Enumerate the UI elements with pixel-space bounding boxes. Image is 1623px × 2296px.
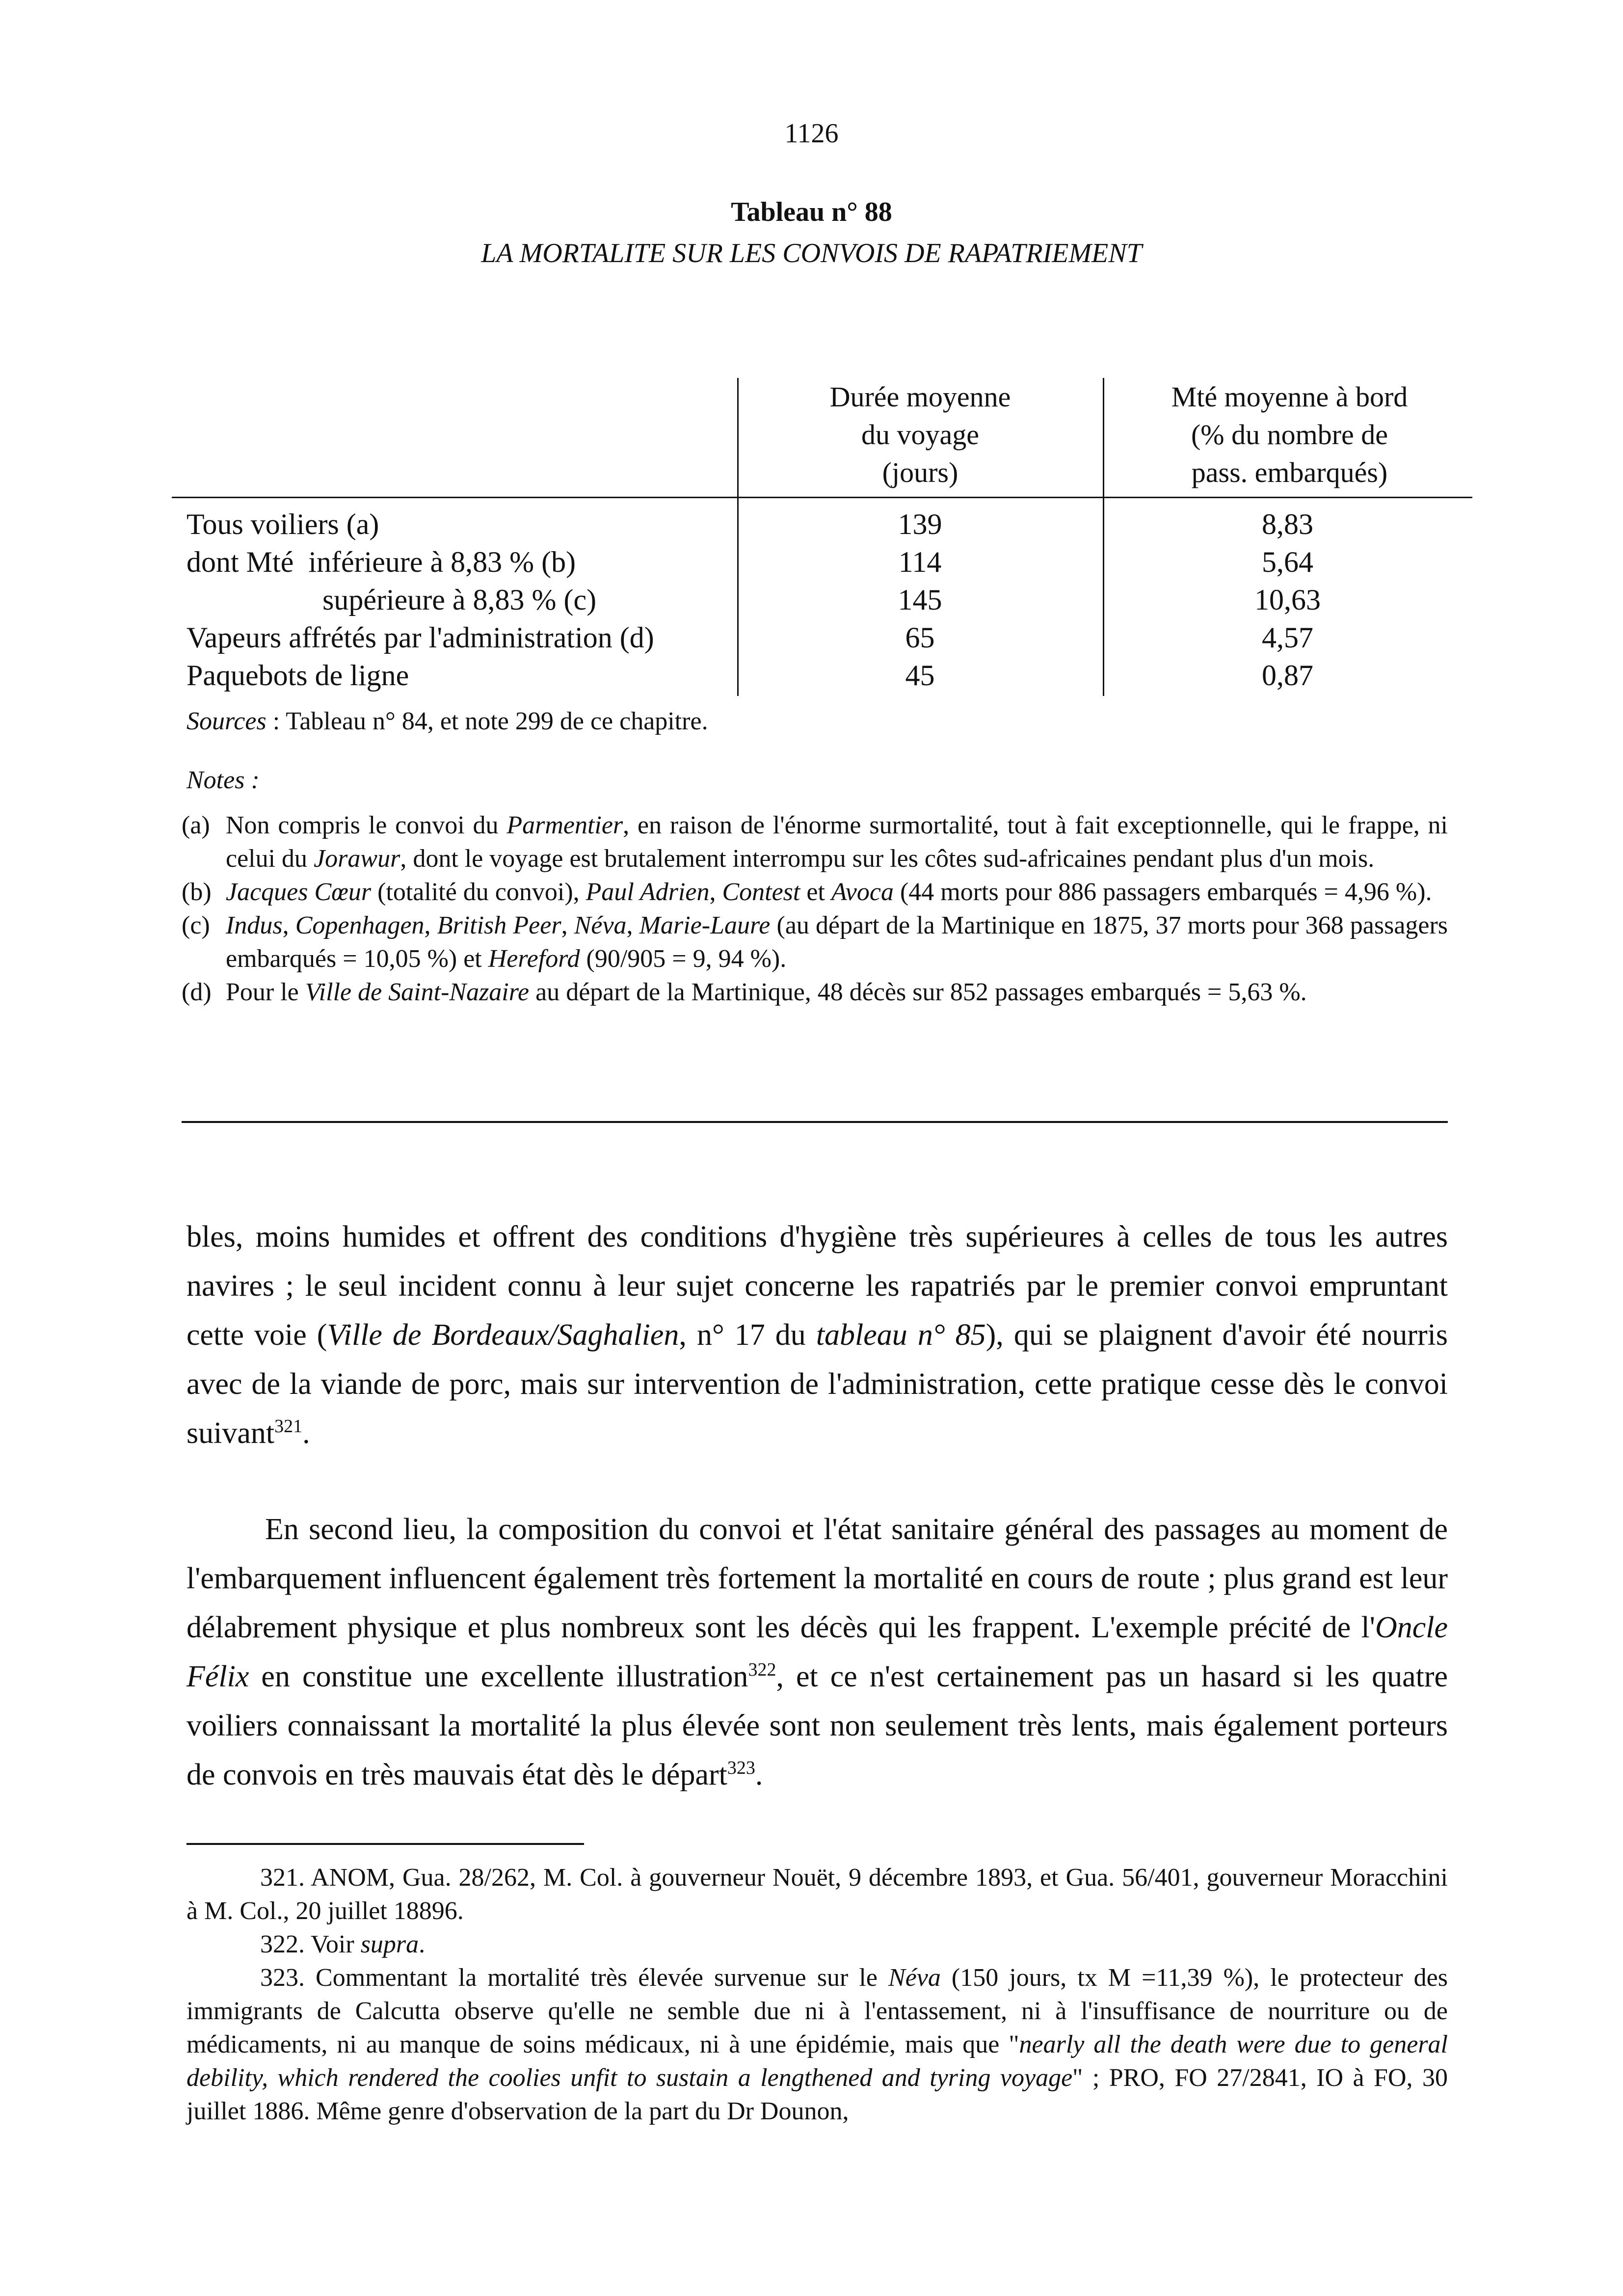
text-run: en constitue une excellente illustration [249, 1660, 748, 1693]
table-bottom-rule [182, 1121, 1448, 1123]
sources-label: Sources [186, 707, 266, 735]
note-run: et [800, 878, 831, 906]
note-run: (90/905 = 9, 94 %). [580, 945, 787, 973]
note-run: (au départ de la Martinique en 1875, 37 morts pour 368 passagers embarqués = 10,05 %) et [226, 911, 1448, 973]
ship-name: Néva [888, 1964, 941, 1992]
table-row [172, 581, 1472, 619]
row-label: dont Mté inférieure à 8,83 % (b) [186, 546, 576, 578]
table-row [172, 619, 1472, 657]
ship-name: Indus [226, 911, 283, 939]
ship-name: Jacques Cœur [226, 878, 372, 906]
sources-text: : Tableau n° 84, et note 299 de ce chapitre. [266, 707, 708, 735]
footnote-rule [186, 1843, 584, 1845]
row-label: supérieure à 8,83 % (c) [322, 584, 597, 616]
column-header-duree [741, 378, 1099, 491]
table-notes [182, 809, 1448, 1009]
note-run: (44 morts pour 886 passagers embarqués = 4,96 %). [893, 878, 1432, 906]
column-header-line: Mté moyenne à bord [1171, 381, 1408, 413]
ship-name: Néva [574, 911, 627, 939]
cell-duree: 145 [898, 584, 942, 616]
ship-name: Contest [722, 878, 800, 906]
cell-mortalite: 8,83 [1262, 508, 1313, 540]
ship-name: British Peer [437, 911, 561, 939]
text-run: . [302, 1416, 310, 1450]
cell-mortalite: 4,57 [1262, 621, 1313, 654]
text-run: . [755, 1758, 763, 1791]
text-run: 322. Voir [260, 1930, 361, 1958]
column-header-line: Durée moyenne [829, 381, 1011, 413]
note-run: , [424, 911, 437, 939]
cell-mortalite: 10,63 [1254, 584, 1321, 616]
note-text [226, 976, 1448, 1009]
table-sources [186, 707, 708, 736]
ship-name: Avoca [831, 878, 894, 906]
ship-name: Marie-Laure [639, 911, 771, 939]
cell-mortalite: 0,87 [1262, 659, 1313, 692]
note-text [226, 809, 1448, 876]
note-mark: (a) [182, 811, 210, 839]
body-paragraph-1 [186, 1212, 1448, 1458]
note-d [182, 976, 1448, 1009]
note-mark: (d) [182, 978, 212, 1006]
column-header-line: (jours) [882, 456, 958, 488]
note-b [182, 876, 1448, 909]
ship-name: Parmentier [506, 811, 623, 839]
note-run: (totalité du convoi), [371, 878, 586, 906]
column-header-line: du voyage [861, 419, 979, 451]
text-run: 323. Commentant la mortalité très élevée survenue sur le [260, 1964, 889, 1992]
text-run: supra [360, 1930, 419, 1958]
row-label: Vapeurs affrétés par l'administration (d) [186, 621, 654, 654]
table-row [172, 543, 1472, 581]
mortality-table [172, 378, 1472, 697]
table-row [172, 657, 1472, 694]
header-rule [172, 497, 1472, 498]
footnote-321: 321. ANOM, Gua. 28/262, M. Col. à gouverneur Nouët, 9 décembre 1893, et Gua. 56/401, gouverneur Moracchini à M. Col., 20 juillet 18896. [186, 1864, 1448, 1925]
column-header-mortalite [1107, 378, 1472, 491]
cell-duree: 114 [898, 546, 942, 578]
text-run: bles, moins humides et offrent des conditions d'hygiène très supérieures à celles de tous les autres navires ; le seul incident connu à leur sujet concerne les rapatriés par le premier convoi empruntant cette voie ( [186, 1220, 1448, 1352]
note-run: Pour le [226, 978, 305, 1006]
ship-name: Jorawur [314, 845, 400, 873]
note-run: , en raison de l'énorme surmortalité, tout à fait exceptionnelle, qui le frappe, ni celui du [226, 811, 1448, 873]
footnotes [186, 1861, 1448, 2128]
cell-duree: 139 [898, 508, 942, 540]
row-label: Paquebots de ligne [186, 659, 409, 692]
note-run: , dont le voyage est brutalement interrompu sur les côtes sud-africaines pendant plus d'un mois. [400, 845, 1375, 873]
ship-name: Ville de Bordeaux/Saghalien [327, 1318, 679, 1352]
text-run: . [419, 1930, 426, 1958]
note-c [182, 909, 1448, 976]
text-run: " ; PRO, FO 27/2841, IO à FO, 30 juillet 1886. Même genre d'observation de la part du Dr Dounon, [186, 2064, 1448, 2125]
cell-duree: 65 [905, 621, 935, 654]
cell-duree: 45 [905, 659, 935, 692]
note-mark: (c) [182, 911, 210, 939]
note-run: , [282, 911, 295, 939]
note-run: , [626, 911, 639, 939]
row-label: Tous voiliers (a) [186, 508, 379, 540]
text-run: , n° 17 du [679, 1318, 816, 1352]
ship-name: Paul Adrien [585, 878, 710, 906]
footnote-ref[interactable]: 321 [274, 1416, 303, 1437]
text-run: ), qui se plaignent d'avoir été nourris avec de la viande de porc, mais sur intervention de l'administration, cette pratique cesse dès le convoi suivant [186, 1318, 1448, 1450]
note-run: au départ de la Martinique, 48 décès sur 852 passages embarqués = 5,63 %. [529, 978, 1307, 1006]
footnote-322 [186, 1928, 1448, 1961]
column-header-line: pass. embarqués) [1191, 456, 1388, 488]
text-run: En second lieu, la composition du convoi et l'état sanitaire général des passages au moment de l'embarquement influencent également très fortement la mortalité en cours de route ; plus grand est leur délabrement physique et plus nombreux sont les décès qui les frappent. L'exemple précité de l' [186, 1513, 1448, 1644]
english-quote: nearly all the death were due to general debility, which rendered the coolies unfit to sustain a lengthened and tyring voyage [186, 2030, 1448, 2092]
table-row [172, 506, 1472, 543]
note-a [182, 809, 1448, 876]
footnote-ref[interactable]: 323 [727, 1758, 755, 1778]
ship-name: Ville de Saint-Nazaire [305, 978, 530, 1006]
page-number: 1126 [784, 118, 839, 149]
table-subtitle: LA MORTALITE SUR LES CONVOIS DE RAPATRIEMENT [481, 238, 1142, 268]
column-header-line: (% du nombre de [1191, 419, 1388, 451]
cell-mortalite: 5,64 [1262, 546, 1313, 578]
note-run: , [709, 878, 722, 906]
note-text [226, 909, 1448, 976]
ship-name: Copenhagen [295, 911, 425, 939]
footnote-323 [186, 1961, 1448, 2128]
body-paragraph-2 [186, 1505, 1448, 1799]
text-run: (150 jours, tx M =11,39 %), le protecteur des immigrants de Calcutta observe qu'elle ne semble due ni à l'entassement, ni à l'insuffisance de nourriture ou de médicaments, ni au manque de soins médicaux, ni à une épidémie, mais que " [186, 1964, 1448, 2058]
footnote-ref[interactable]: 322 [748, 1659, 776, 1680]
note-mark: (b) [182, 878, 212, 906]
ship-name: Oncle Félix [186, 1611, 1448, 1693]
note-run: Non compris le convoi du [226, 811, 507, 839]
table-title: Tableau n° 88 [731, 197, 892, 227]
note-run: , [561, 911, 574, 939]
text-run: , et ce n'est certainement pas un hasard si les quatre voiliers connaissant la mortalité la plus élevée sont non seulement très lents, mais également porteurs de convois en très mauvais état dès le départ [186, 1660, 1448, 1791]
notes-label: Notes : [186, 766, 260, 794]
table-reference: tableau n° 85 [816, 1318, 986, 1352]
ship-name: Hereford [488, 945, 580, 973]
note-text [226, 876, 1448, 909]
